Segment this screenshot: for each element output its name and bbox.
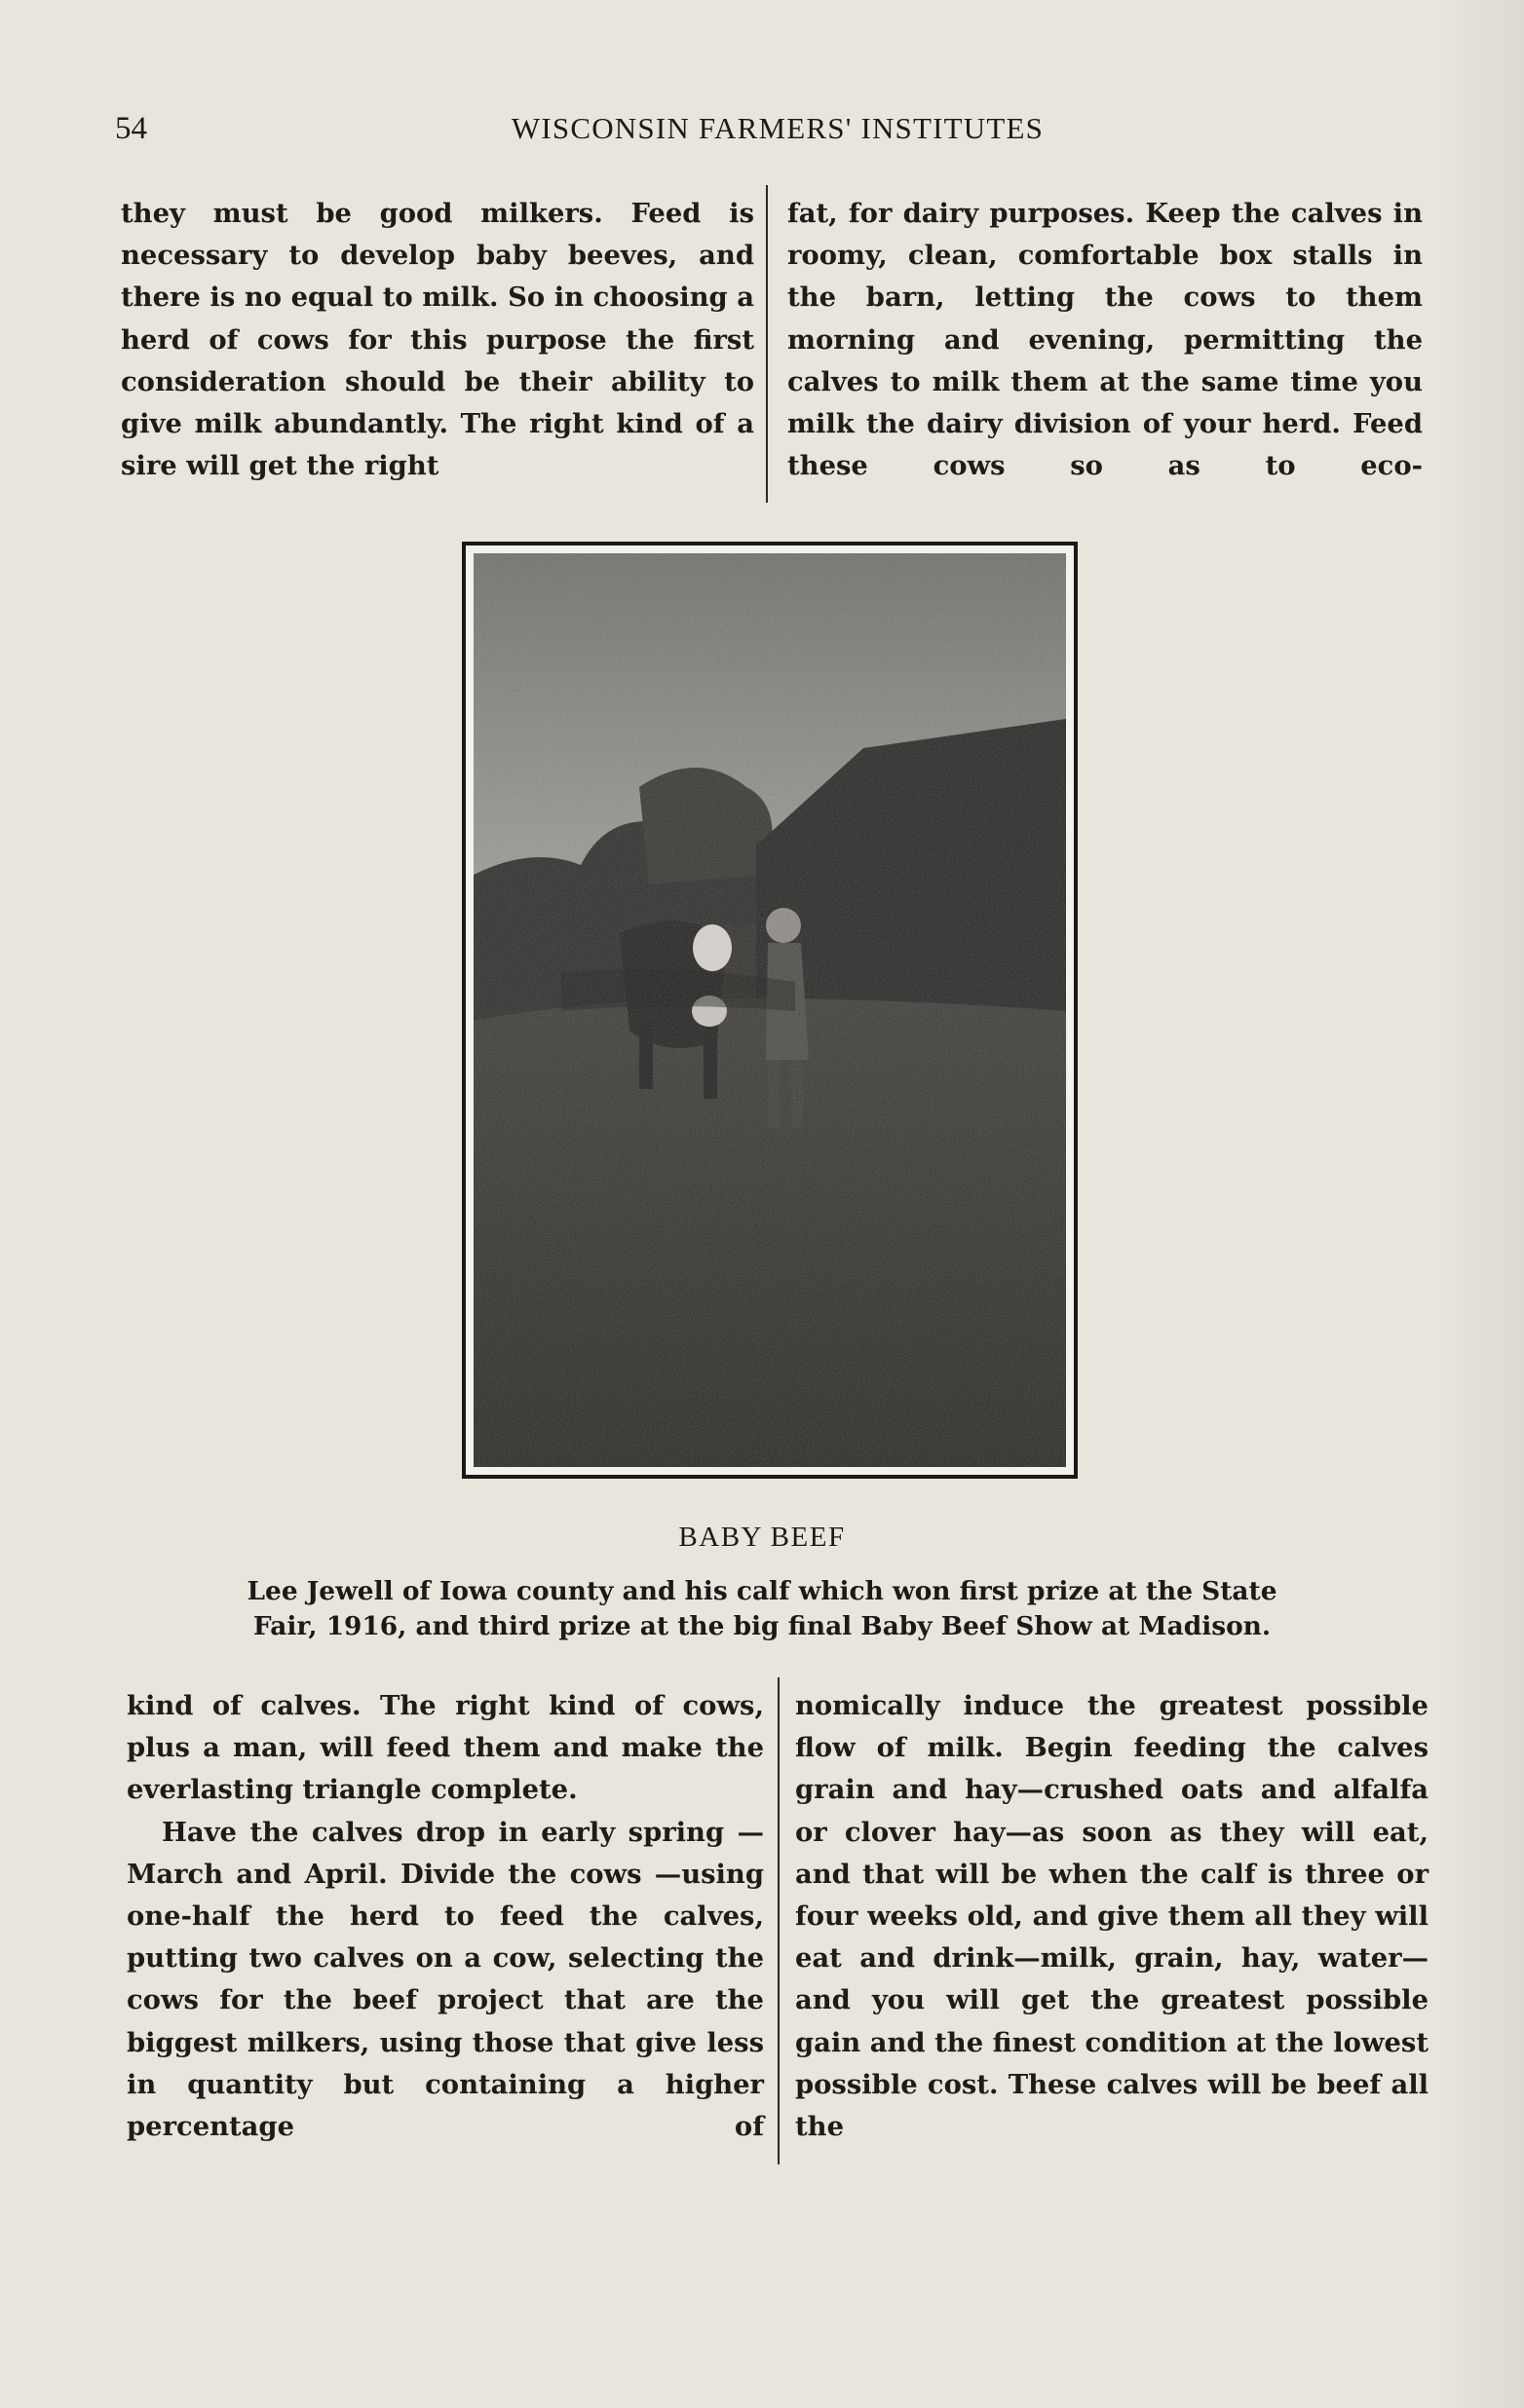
bottom-left-paragraph-1: kind of calves. The right kind of cows, plus a man, will feed them and make the everlasting triangle complete. xyxy=(127,1690,764,1806)
top-left-paragraph: they must be good milkers. Feed is necessary to develop baby beeves, and there is no equal to milk. So in choosing a herd of cows for this purpose the first consideration should be their ability to give milk abundantly. The right kind of a sire will get the right xyxy=(121,198,754,482)
page-number: 54 xyxy=(115,111,147,146)
column-divider-bottom xyxy=(778,1677,780,2164)
baby-beef-photograph xyxy=(462,542,1078,1479)
top-right-paragraph: fat, for dairy purposes. Keep the calves in roomy, clean, comfortable box stalls in the barn, letting the cows to them morning and evening, permitting the calves to milk them at the same time you milk the dairy division of your herd. Feed these cows so as to eco- xyxy=(787,198,1423,482)
figure-caption-line-2: Fair, 1916, and third prize at the big final Baby Beef Show at Madison. xyxy=(252,1611,1272,1641)
top-right-column xyxy=(787,193,1423,487)
bottom-right-paragraph: nomically induce the greatest possible flow of milk. Begin feeding the calves grain and hay—crushed oats and alfalfa or clover hay—as soon as they will eat, and that will be when the calf is three or four weeks old, and give them all they will eat and drink—milk, grain, hay, water—and you will get the greatest possible gain and the finest condition at the lowest possible cost. These calves will be beef all the xyxy=(795,1690,1429,2143)
figure-caption-line-1: Lee Jewell of Iowa county and his calf which won first prize at the State xyxy=(247,1576,1277,1606)
running-head: WISCONSIN FARMERS' INSTITUTES xyxy=(511,111,1045,145)
bottom-right-column xyxy=(795,1685,1429,2148)
figure-title: BABY BEEF xyxy=(678,1522,846,1553)
bottom-left-paragraph-2: Have the calves drop in early spring —March and April. Divide the cows —using one-half the herd to feed the calves, putting two calves on a cow, selecting the cows for the beef project that are the biggest milkers, using those that give less in quantity but containing a higher percentage of xyxy=(127,1816,764,2143)
column-divider-top xyxy=(766,185,768,503)
bottom-left-column xyxy=(127,1685,764,2148)
page-edge-shadow xyxy=(1436,0,1524,2408)
photo-illustration xyxy=(474,553,1066,1467)
top-left-column xyxy=(121,193,754,487)
page-header xyxy=(115,111,1440,160)
